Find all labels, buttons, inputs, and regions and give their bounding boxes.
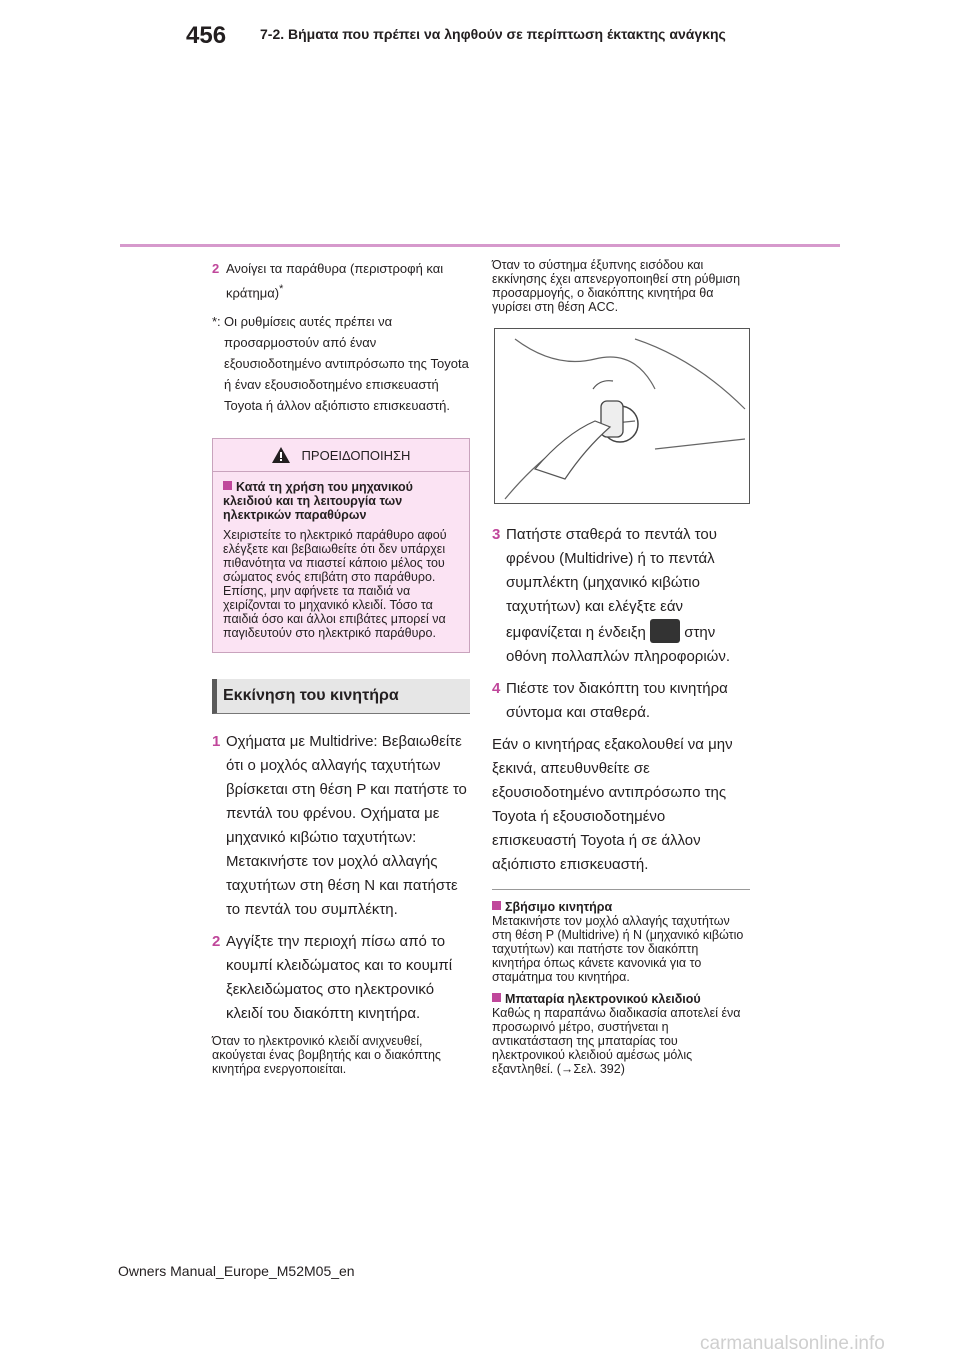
header-divider xyxy=(120,244,840,247)
step-2-open-windows: 2 Ανοίγει τα παράθυρα (περιστροφή και κράτημα)* xyxy=(212,261,444,301)
divider xyxy=(492,889,750,890)
right-column xyxy=(492,258,750,1076)
square-bullet-icon xyxy=(223,481,232,490)
footnote: *: Οι ρυθμίσεις αυτές πρέπει να προσαρμοστούν από έναν εξουσιοδοτημένο αντιπρόσωπο της Toyota ή έναν εξουσιοδοτημένο επισκευαστή Toyota ή άλλον αξιόπιστο επισκευαστή. xyxy=(212,314,469,414)
square-bullet-icon xyxy=(492,993,501,1002)
step-2: 2 Αγγίξτε την περιοχή πίσω από το κουμπί κλειδώματος και το κουμπί ξεκλειδώματος στο ηλεκτρονικό κλειδί του διακόπτη κινητήρα. xyxy=(212,933,453,1023)
subsection-title-stop: Σβήσιμο κινητήρα xyxy=(492,900,750,914)
step-3: 3 Πατήστε σταθερά το πεντάλ του φρένου (Multidrive) ή το πεντάλ συμπλέκτη (μηχανικό κιβώτιο ταχυτήτων) και ελέγξτε εάν εμφανίζεται η ένδειξη στην οθόνη πολλαπλών πληροφοριών. xyxy=(492,526,731,665)
page-number: 456 xyxy=(186,22,227,49)
warning-triangle-icon xyxy=(272,447,290,463)
footer: Owners Manual_Europe_M52M05_en xyxy=(118,1263,355,1279)
subsection-text-stop: Μετακινήστε τον μοχλό αλλαγής ταχυτήτων στη θέση P (Multidrive) ή N (μηχανικό κιβώτιο ταχυτήτων) και πατήστε τον διακόπτη κινητήρα όπως κάνετε κανονικά για το σταμάτημα του κινητήρα. xyxy=(492,914,744,984)
chapter-title: 7-2. Βήματα που πρέπει να ληφθούν σε περίπτωση έκτακτης ανάγκης xyxy=(260,26,726,42)
warning-text-2: Επίσης, μην αφήνετε τα παιδιά να χειρίζονται το μηχανικό κλειδί. Τόσο τα παιδιά όσο και άλλοι επιβάτες μπορεί να παγιδευτούν στο ηλεκτρικό παράθυρο. xyxy=(223,584,446,641)
step-4: 4 Πιέστε τον διακόπτη του κινητήρα σύντομα και σταθερά. xyxy=(492,680,728,721)
warning-text-1: Χειριστείτε το ηλεκτρικό παράθυρο αφού ελέγξετε και βεβαιωθείτε ότι δεν υπάρχει πιθανότητα να πιαστεί κάποιο μέλος του σώματος ενός επιβάτη στο παράθυρο. xyxy=(223,528,447,585)
fallback-paragraph: Εάν ο κινητήρας εξακολουθεί να μην ξεκινά, απευθυνθείτε σε εξουσιοδοτημένο αντιπρόσωπο της Toyota ή εξουσιοδοτημένο επισκευαστή Toyota ή σε άλλον αξιόπιστο επισκευαστή. xyxy=(492,736,733,873)
subsection-title-battery: Μπαταρία ηλεκτρονικού κλειδιού xyxy=(492,992,750,1006)
watermark: carmanualsonline.info xyxy=(700,1333,885,1354)
warning-header: ΠΡΟΕΙΔΟΠΟΙΗΣΗ xyxy=(213,439,469,472)
detection-note: Όταν το ηλεκτρονικό κλειδί ανιχνευθεί, ακούγεται ένας βομβητής και ο διακόπτης κινητήρα ενεργοποιείται. xyxy=(212,1034,441,1077)
key-indicator-icon xyxy=(650,619,680,643)
left-column xyxy=(212,258,470,1076)
square-bullet-icon xyxy=(492,901,501,910)
step-1: 1 Οχήματα με Multidrive: Βεβαιωθείτε ότι ο μοχλός αλλαγής ταχυτήτων βρίσκεται στη θέση P και πατήστε το πεντάλ του φρένου. Οχήματα με μηχανικό κιβώτιο ταχυτήτων: Μετακινήστε τον μοχλό αλλαγής ταχυτήτων στη θέση N και πατήστε το πεντάλ του συμπλέκτη. xyxy=(212,733,467,919)
key-touch-illustration xyxy=(494,328,750,504)
section-title: Εκκίνηση του κινητήρα xyxy=(212,679,470,714)
acc-note: Όταν το σύστημα έξυπνης εισόδου και εκκίνησης έχει απενεργοποιηθεί στη ρύθμιση προσαρμογής, ο διακόπτης κινητήρα θα γυρίσει στη θέση ACC. xyxy=(492,258,741,314)
warning-box xyxy=(212,438,470,653)
subsection-text-battery: Καθώς η παραπάνω διαδικασία αποτελεί ένα προσωρινό μέτρο, συστήνεται η αντικατάσταση της μπαταρίας του ηλεκτρονικού κλειδιού αμέσως μόλις εξαντληθεί. (→Σελ. 392) xyxy=(492,1006,741,1076)
warning-heading: Κατά τη χρήση του μηχανικού κλειδιού και τη λειτουργία των ηλεκτρικών παραθύρων xyxy=(223,480,413,523)
warning-body xyxy=(213,472,469,652)
